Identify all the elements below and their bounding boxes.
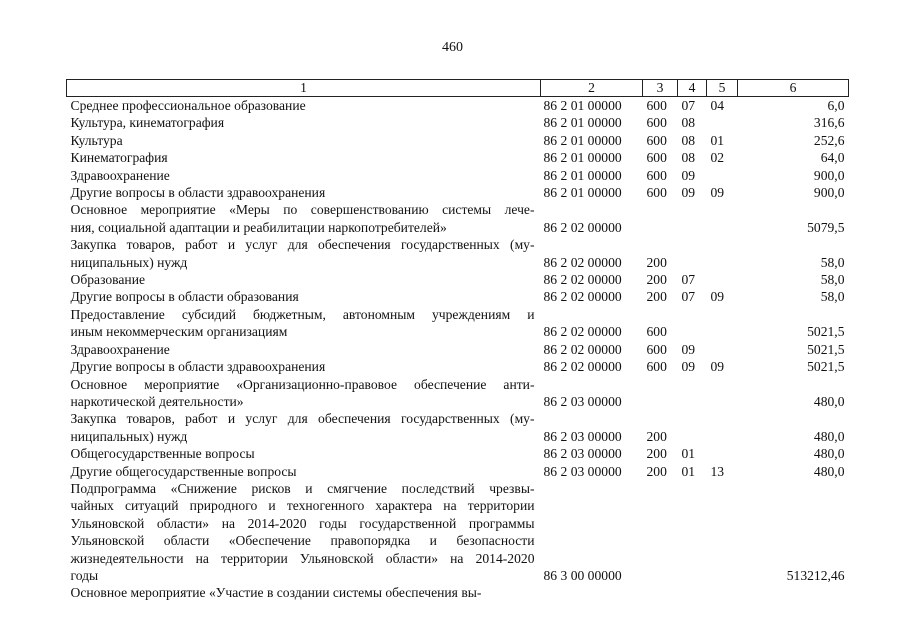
section-code: 07 — [681, 289, 696, 305]
section-code — [678, 480, 707, 584]
row-name-line: Среднее профессиональное образование — [70, 98, 306, 113]
column-header-expense-type: 3 — [643, 80, 678, 97]
amount-value: 5021,5 — [807, 359, 845, 375]
table-row — [67, 376, 849, 411]
row-name — [67, 463, 541, 480]
row-name — [67, 410, 541, 445]
budget-table — [66, 79, 849, 602]
table-row — [67, 97, 849, 115]
row-name — [67, 184, 541, 201]
row-name — [67, 288, 541, 305]
table-row — [67, 480, 849, 584]
subsection-code — [707, 167, 738, 184]
subsection-code — [707, 480, 738, 584]
section-code: 07 — [681, 272, 696, 288]
expense-type-code: 200 — [646, 272, 667, 288]
row-name-line: Кинематография — [70, 150, 168, 166]
row-name — [67, 236, 541, 271]
row-name-line: Основное мероприятие «Меры по совершенствованию системы лече- — [70, 202, 535, 218]
target-article-code: 86 2 02 00000 — [543, 324, 622, 340]
row-name-line: Другие вопросы в области образования — [70, 289, 299, 305]
table-row — [67, 201, 849, 236]
section-code: 09 — [681, 341, 696, 357]
table-row — [67, 341, 849, 358]
subsection-code — [707, 114, 738, 131]
row-name-line: Подпрограмма «Снижение рисков и смягчение последствий чрезвы- — [70, 480, 535, 496]
section-code — [678, 410, 707, 445]
amount-value: 5021,5 — [807, 341, 845, 357]
section-code: 01 — [681, 463, 696, 479]
subsection-code — [707, 410, 738, 445]
row-name-line: Предоставление субсидий бюджетным, автономным учреждениям и — [70, 306, 535, 322]
amount-value: 480,0 — [813, 446, 845, 462]
subsection-code — [707, 584, 738, 601]
column-header-subsection: 5 — [707, 80, 738, 97]
section-code: 09 — [681, 167, 696, 183]
row-name — [67, 445, 541, 462]
row-name-line: Основное мероприятие «Участие в создании системы обеспечения вы- — [70, 585, 482, 601]
expense-type-code: 600 — [646, 115, 667, 131]
table-body — [67, 97, 849, 602]
target-article-code: 86 2 03 00000 — [543, 463, 622, 479]
target-article-code: 86 2 01 00000 — [543, 98, 622, 113]
subsection-code — [707, 201, 738, 236]
row-name — [67, 358, 541, 375]
row-name-line: Здравоохранение — [70, 341, 170, 357]
column-header-target-article: 2 — [541, 80, 643, 97]
amount-value: 900,0 — [813, 185, 845, 201]
table-row — [67, 358, 849, 375]
target-article-code: 86 2 02 00000 — [543, 359, 622, 375]
row-name-line: годы — [70, 567, 99, 583]
row-name — [67, 201, 541, 236]
row-name-line: Другие общегосударственные вопросы — [70, 463, 297, 479]
subsection-code: 04 — [710, 98, 725, 113]
subsection-code — [707, 376, 738, 411]
amount-value: 6,0 — [827, 98, 845, 113]
row-name — [67, 132, 541, 149]
table-row — [67, 184, 849, 201]
target-article-code: 86 2 01 00000 — [543, 167, 622, 183]
target-article-code: 86 2 02 00000 — [543, 254, 622, 270]
expense-type-code: 600 — [646, 359, 667, 375]
row-name-line: ния, социальной адаптации и реабилитации наркопотребителей» — [70, 219, 447, 235]
subsection-code — [707, 306, 738, 341]
section-code: 08 — [681, 150, 696, 166]
target-article-code: 86 2 01 00000 — [543, 185, 622, 201]
row-name-line: Культура, кинематография — [70, 115, 225, 131]
target-article-code: 86 2 01 00000 — [543, 132, 622, 148]
expense-type-code: 600 — [646, 341, 667, 357]
table-row — [67, 410, 849, 445]
table-row — [67, 167, 849, 184]
subsection-code: 09 — [710, 289, 725, 305]
table-row — [67, 463, 849, 480]
subsection-code — [707, 341, 738, 358]
subsection-code — [707, 445, 738, 462]
row-name-line: ниципальных) нужд — [70, 254, 188, 270]
row-name-line: Основное мероприятие «Организационно-правовое обеспечение анти- — [70, 376, 535, 392]
row-name — [67, 341, 541, 358]
amount-value: 252,6 — [813, 132, 845, 148]
table-row — [67, 445, 849, 462]
section-code: 08 — [681, 115, 696, 131]
amount-value: 58,0 — [820, 254, 845, 270]
amount-value: 58,0 — [820, 289, 845, 305]
table-row — [67, 149, 849, 166]
amount-value: 58,0 — [820, 272, 845, 288]
table-row — [67, 236, 849, 271]
row-name-line: Общегосударственные вопросы — [70, 446, 255, 462]
row-name-line: наркотической деятельности» — [70, 393, 244, 409]
expense-type-code: 600 — [646, 150, 667, 166]
row-name-line: жизнедеятельности на территории Ульяновской области» на 2014-2020 — [70, 550, 535, 566]
table-row — [67, 271, 849, 288]
target-article-code: 86 2 01 00000 — [543, 115, 622, 131]
expense-type-code: 600 — [646, 167, 667, 183]
target-article-code: 86 2 01 00000 — [543, 150, 622, 166]
expense-type-code: 600 — [646, 185, 667, 201]
target-article-code — [541, 584, 643, 601]
subsection-code: 13 — [710, 463, 725, 479]
row-name — [67, 306, 541, 341]
expense-type-code — [643, 376, 678, 411]
table-row — [67, 114, 849, 131]
amount-value: 513212,46 — [786, 567, 845, 583]
row-name-line: иным некоммерческим организациям — [70, 324, 288, 340]
row-name-line: Образование — [70, 272, 146, 288]
section-code — [678, 306, 707, 341]
page-number: 460 — [442, 40, 463, 55]
target-article-code: 86 2 02 00000 — [543, 289, 622, 305]
section-code: 07 — [681, 98, 696, 113]
expense-type-code: 600 — [646, 98, 667, 113]
row-name — [67, 480, 541, 584]
table-row — [67, 132, 849, 149]
expense-type-code: 200 — [646, 289, 667, 305]
row-name-line: Здравоохранение — [70, 167, 170, 183]
expense-type-code: 200 — [646, 428, 667, 444]
table-row — [67, 288, 849, 305]
amount-value — [738, 584, 849, 601]
amount-value: 64,0 — [820, 150, 845, 166]
expense-type-code: 200 — [646, 446, 667, 462]
section-code — [678, 376, 707, 411]
expense-type-code: 600 — [646, 132, 667, 148]
column-header-amount: 6 — [738, 80, 849, 97]
target-article-code: 86 2 03 00000 — [543, 393, 622, 409]
target-article-code: 86 2 02 00000 — [543, 272, 622, 288]
header-row — [67, 80, 849, 97]
row-name — [67, 584, 541, 601]
row-name — [67, 376, 541, 411]
amount-value: 5079,5 — [807, 219, 845, 235]
row-name-line: Другие вопросы в области здравоохранения — [70, 359, 326, 375]
column-header-name: 1 — [67, 80, 541, 97]
row-name-line: Закупка товаров, работ и услуг для обеспечения государственных (му- — [70, 411, 535, 427]
target-article-code: 86 3 00 00000 — [543, 567, 622, 583]
row-name-line: Ульяновской области» на 2014-2020 годы государственной программы — [70, 515, 535, 531]
expense-type-code: 600 — [646, 324, 667, 340]
section-code — [678, 236, 707, 271]
amount-value: 480,0 — [813, 393, 845, 409]
target-article-code: 86 2 03 00000 — [543, 446, 622, 462]
section-code: 08 — [681, 132, 696, 148]
row-name — [67, 97, 541, 115]
section-code: 09 — [681, 185, 696, 201]
column-header-section: 4 — [678, 80, 707, 97]
row-name-line: Другие вопросы в области здравоохранения — [70, 185, 326, 201]
row-name-line: Закупка товаров, работ и услуг для обеспечения государственных (му- — [70, 237, 535, 253]
amount-value: 480,0 — [813, 463, 845, 479]
amount-value: 316,6 — [813, 115, 845, 131]
row-name — [67, 271, 541, 288]
amount-value: 900,0 — [813, 167, 845, 183]
section-code — [678, 201, 707, 236]
amount-value: 480,0 — [813, 428, 845, 444]
row-name-line: Культура — [70, 132, 123, 148]
row-name-line: Ульяновской области «Обеспечение правопорядка и безопасности — [70, 533, 535, 549]
expense-type-code: 200 — [646, 254, 667, 270]
subsection-code: 09 — [710, 185, 725, 201]
section-code: 09 — [681, 359, 696, 375]
subsection-code: 09 — [710, 359, 725, 375]
target-article-code: 86 2 03 00000 — [543, 428, 622, 444]
target-article-code: 86 2 02 00000 — [543, 341, 622, 357]
expense-type-code — [643, 201, 678, 236]
subsection-code — [707, 271, 738, 288]
amount-value: 5021,5 — [807, 324, 845, 340]
subsection-code: 01 — [710, 132, 725, 148]
row-name — [67, 149, 541, 166]
row-name — [67, 167, 541, 184]
expense-type-code — [643, 480, 678, 584]
section-code — [678, 584, 707, 601]
section-code: 01 — [681, 446, 696, 462]
subsection-code — [707, 236, 738, 271]
row-name-line: ниципальных) нужд — [70, 428, 188, 444]
table-row — [67, 306, 849, 341]
subsection-code: 02 — [710, 150, 725, 166]
row-name — [67, 114, 541, 131]
expense-type-code — [643, 584, 678, 601]
expense-type-code: 200 — [646, 463, 667, 479]
row-name-line: чайных ситуаций природного и техногенного характера на территории — [70, 498, 535, 514]
table-row — [67, 584, 849, 601]
target-article-code: 86 2 02 00000 — [543, 219, 622, 235]
